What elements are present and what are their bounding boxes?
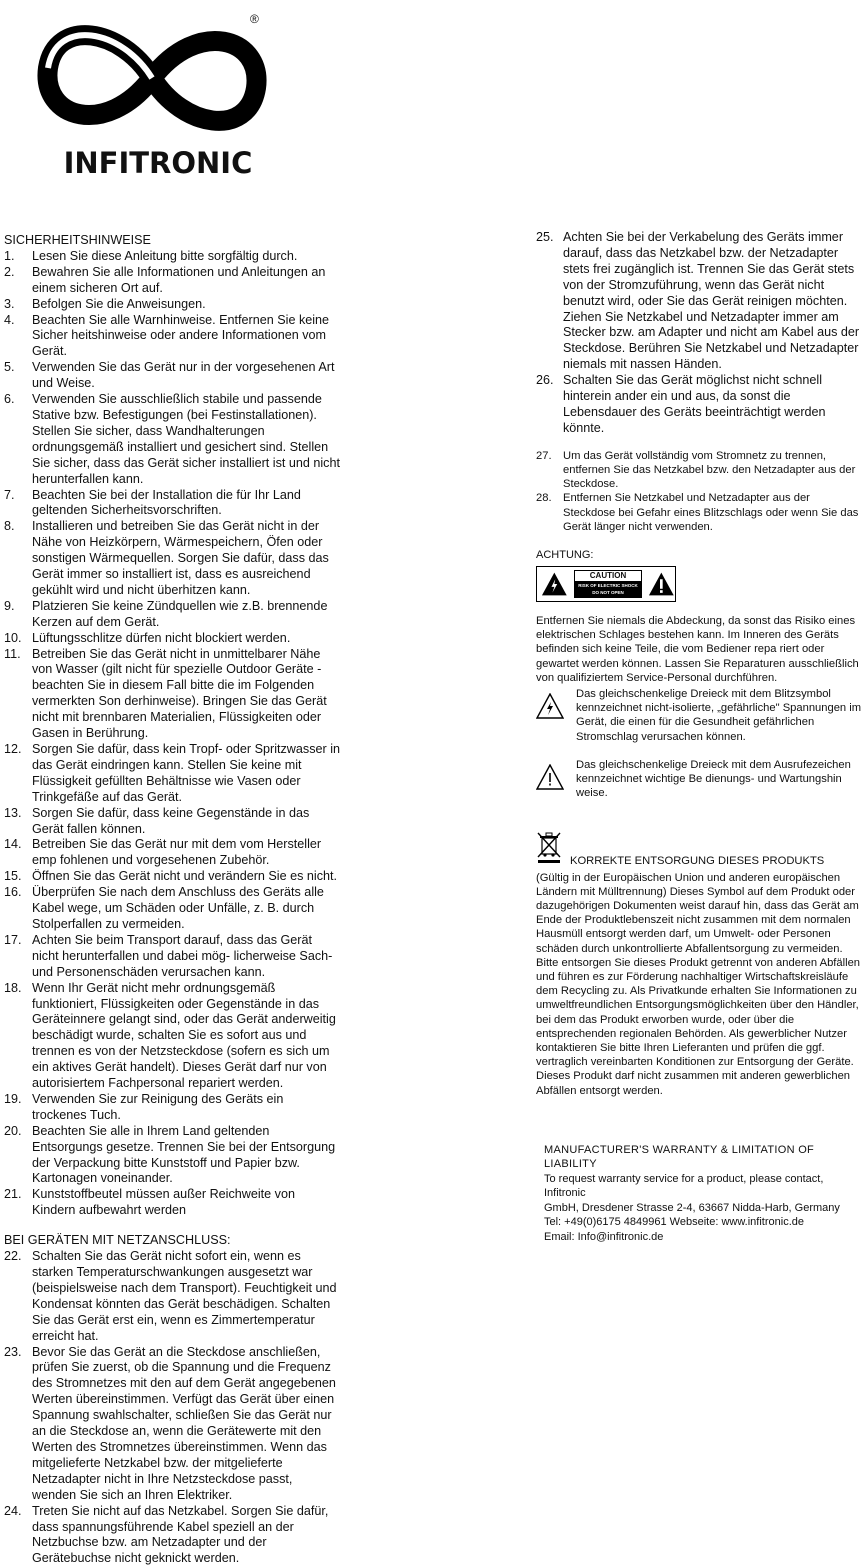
list-item-text: Verwenden Sie zur Reinigung des Geräts ein trockenes Tuch. <box>32 1091 284 1122</box>
list-item-number: 23. <box>4 1344 22 1359</box>
achtung-text: Entfernen Sie niemals die Abdeckung, da sonst das Risiko eines elektrischen Schlages bestehen kann. Im Inneren des Geräts befinden sich keine Teile, die vom Bediener repa riert oder gewartet werden können. Lassen Sie Reparaturen ausschließlich von qualifiziertem Service-Personal durchführen. <box>536 614 859 684</box>
list-item-text: Betreiben Sie das Gerät nur mit dem vom Hersteller emp fohlenen und vorgesehenen Zubehör. <box>32 837 322 868</box>
list-item <box>4 599 340 631</box>
list-item-text: Treten Sie nicht auf das Netzkabel. Sorgen Sie dafür, dass spannungsführende Kabel speziell an der Netzbuchse bzw. am Netzadapter und der Gerätebuchse nicht geknickt werden. <box>32 1503 329 1566</box>
list-item <box>4 297 340 313</box>
lightning-triangle-icon <box>536 693 564 719</box>
warranty-title: MANUFACTURER'S WARRANTY & LIMITATION OF LIABILITY <box>544 1143 815 1171</box>
list-item-text: Kunststoffbeutel müssen außer Reichweite von Kindern aufbewahrt werden <box>32 1187 295 1218</box>
list-item <box>4 392 340 487</box>
registered-mark: ® <box>250 12 259 26</box>
list-item-text: Achten Sie bei der Verkabelung des Geräts immer darauf, dass das Netzkabel bzw. der Netzadapter stets frei zugänglich ist. Trennen Sie das Gerät stets von der Stromzuführung, wenn das Gerät nicht benutzt wird, oder Sie das Gerät reinigen möchten. Ziehen Sie Netzkabel und Netzadapter immer am Stecker bzw. am Adapter und nicht am Kabel aus der Steckdose. Berühren Sie Netzkabel und Netzadapter niemals mit nassen Händen. <box>563 230 860 372</box>
list-item-text: Betreiben Sie das Gerät nicht in unmittelbarer Nähe von Wasser (gilt nicht für spezielle Outdoor Geräte - beachten Sie in diesem Fall bitte die im Folgenden vermerkten Son derhinweise). Bringen Sie das Gerät nicht mit brennbaren Materialien, Flüssigkeiten oder Gasen in Berührung. <box>32 646 327 741</box>
safety-list <box>4 249 340 1219</box>
list-item-number: 28. <box>536 492 552 505</box>
list-item-text: Lüftungsschlitze dürfen nicht blockiert werden. <box>32 630 291 645</box>
list-item-number: 19. <box>4 1091 22 1106</box>
list-item-number: 1. <box>4 248 15 263</box>
safety-heading: SICHERHEITSHINWEISE <box>4 233 151 247</box>
crossed-bin-icon <box>536 830 562 864</box>
list-item-text: Platzieren Sie keine Zündquellen wie z.B. brennende Kerzen auf dem Gerät. <box>32 598 328 629</box>
list-item <box>4 806 340 838</box>
list-item-text: Bevor Sie das Gerät an die Steckdose anschließen, prüfen Sie zuerst, ob die Spannung und die Frequenz des Stromnetzes mit den auf dem Gerät angegebenen Werten übereinstimmen. Verfügt das Gerät über einen Spannung swahlschalter, schließen Sie das Gerät nur an die Steckdose an, wenn die Gerätewerte mit den Werten des Stromnetzes übereinstimmen. Wenn das mitgelieferte Netzkabel bzw. der mitgelieferte Netzadapter nicht in Ihre Netzsteckdose passt, wenden Sie sich an Ihren Elektriker. <box>32 1344 336 1502</box>
list-item-number: 16. <box>4 885 22 900</box>
list-item <box>4 1092 340 1124</box>
list-item <box>4 1249 340 1344</box>
list-item-number: 25. <box>536 230 554 244</box>
list-item-text: Verwenden Sie das Gerät nur in der vorgesehenen Art und Weise. <box>32 360 335 391</box>
list-item-number: 18. <box>4 980 22 995</box>
list-item-text: Achten Sie beim Transport darauf, dass das Gerät nicht herunterfallen und dabei mög- licherweise Sach- und Personenschäden verursachen kann. <box>32 932 333 979</box>
list-item-text: Sorgen Sie dafür, dass keine Gegenstände in das Gerät fallen können. <box>32 805 310 836</box>
list-item <box>4 981 340 1092</box>
list-item <box>4 837 340 869</box>
list-item-number: 2. <box>4 264 15 279</box>
list-item-text: Beachten Sie bei der Installation die für Ihr Land geltenden Sicherheitsvorschriften. <box>32 487 301 518</box>
list-item <box>4 1187 340 1219</box>
list-item <box>536 230 862 373</box>
list-item-number: 3. <box>4 296 15 311</box>
brand-logo <box>36 8 268 178</box>
list-item-text: Schalten Sie das Gerät möglichst nicht schnell hinterein ander ein und aus, da sonst die Lebensdauer des Geräts beeinträchtigt werden könnte. <box>563 373 826 435</box>
list-item-number: 6. <box>4 392 15 407</box>
list-item-number: 10. <box>4 630 22 645</box>
list-item <box>4 519 340 599</box>
list-item <box>536 373 862 437</box>
list-item-text: Befolgen Sie die Anweisungen. <box>32 296 206 311</box>
caution-label-graphic <box>536 566 676 602</box>
disposal-text: (Gültig in der Europäischen Union und anderen europäischen Ländern mit Mülltrennung) Dieses Symbol auf dem Produkt oder dazugehörigen Dokumenten weist darauf hin, dass das Gerät am Ende der Produktlebenszeit nicht zusammen mit dem normalen Hausmüll entsorgt werden darf, um Umwelt- oder Personen schäden durch unkontrollierte Abfallentsorgung zu vermeiden. Bitte entsorgen Sie dieses Produkt getrennt von anderen Abfällen und führen es zur Förderung nachhaltiger Wirtschaftskreisläufe dem Recycling zu. Als Privatkunde erhalten Sie Informationen zu umweltfreundlichen Entsorgungsmöglichkeiten über den Händler, bei dem das Produkt erworben wurde, oder über die entsprechenden regionalen Behörden. Als gewerblicher Nutzer kontaktieren Sie bitte Ihren Lieferanten und prüfen die ggf. vertraglich vereinbarten Konditionen zur Entsorgung der Geräte. Dieses Produkt darf nicht zusammen mit anderen gewerblichen Abfällen entsorgt werden. <box>536 871 861 1097</box>
exclamation-triangle-icon <box>536 764 564 790</box>
list-item-number: 12. <box>4 742 22 756</box>
list-item <box>4 631 340 647</box>
warranty-line: To request warranty service for a product, please contact, Infitronic <box>544 1172 824 1200</box>
list-item-number: 15. <box>4 869 22 884</box>
lightning-warning-icon <box>541 571 568 597</box>
list-item <box>4 360 340 392</box>
mains-heading: BEI GERÄTEN MIT NETZANSCHLUSS: <box>4 1233 231 1248</box>
list-item-number: 21. <box>4 1187 22 1202</box>
list-item-number: 22. <box>4 1249 22 1264</box>
caution-box <box>574 570 643 598</box>
left-column <box>4 233 340 1567</box>
list-item <box>4 869 340 885</box>
list-item-text: Öffnen Sie das Gerät nicht und verändern Sie es nicht. <box>32 869 337 884</box>
exclaim-text: Das gleichschenkelige Dreieck mit dem Ausrufezeichen kennzeichnet wichtige Be dienungs- und Wartungshin weise. <box>576 758 851 800</box>
mains-list <box>4 1249 340 1567</box>
list-item <box>4 265 340 297</box>
warranty-line: Email: Info@infitronic.de <box>544 1230 664 1243</box>
caution-subtitle: RISK OF ELECTRIC SHOCK DO NOT OPEN <box>575 582 642 597</box>
lightning-explanation <box>536 687 862 744</box>
warranty-line: GmbH, Dresdener Strasse 2-4, 63667 Nidda-Harb, Germany <box>544 1201 840 1214</box>
exclaim-explanation <box>536 758 862 801</box>
brand-wordmark: INFITRONIC <box>63 146 253 180</box>
disposal-header <box>536 830 862 868</box>
mains-list-continued <box>536 230 862 437</box>
list-item <box>4 647 340 742</box>
mains-list-small <box>536 449 862 534</box>
list-item-text: Schalten Sie das Gerät nicht sofort ein, wenn es starken Temperaturschwankungen ausgesetzt war (beispielsweise nach dem Transport). Feuchtigkeit und Kondensat könnten das Gerät beschädigen. Schalten Sie das Gerät erst ein, wenn es Zimmertemperatur erreicht hat. <box>32 1249 337 1343</box>
list-item-text: Entfernen Sie Netzkabel und Netzadapter aus der Steckdose bei Gefahr eines Blitzschlags oder wenn Sie das Gerät länger nicht verwenden. <box>563 492 859 533</box>
list-item-text: Beachten Sie alle Warnhinweise. Entfernen Sie keine Sicher heitshinweise oder andere Informationen vom Gerät. <box>32 312 330 359</box>
list-item-text: Um das Gerät vollständig vom Stromnetz zu trennen, entfernen Sie das Netzkabel bzw. den Netzadapter aus der Steckdose. <box>563 449 856 491</box>
list-item-text: Installieren und betreiben Sie das Gerät nicht in der Nähe von Heizkörpern, Wärmespeichern, Öfen oder sonstigen Wärmequellen. Sorgen Sie dafür, dass das Gerät immer so installiert ist, dass es ausreichend gekühlt wird und nicht überhitzen kann. <box>32 519 329 597</box>
right-column <box>536 230 862 1244</box>
list-item-number: 14. <box>4 837 22 852</box>
exclamation-warning-icon <box>648 571 675 597</box>
list-item-text: Überprüfen Sie nach dem Anschluss des Geräts alle Kabel wege, um Schäden oder Unfälle, z. B. durch Stolperfallen zu vermeiden. <box>32 885 324 931</box>
list-item <box>4 933 340 981</box>
caution-title: CAUTION <box>575 571 642 582</box>
list-item <box>4 742 340 806</box>
list-item-number: 7. <box>4 487 15 502</box>
list-item-number: 8. <box>4 519 15 534</box>
list-item <box>536 449 862 492</box>
list-item-number: 24. <box>4 1503 22 1518</box>
list-item <box>4 313 340 361</box>
warranty-line: Tel: +49(0)6175 4849961 Webseite: www.infitronic.de <box>544 1216 804 1229</box>
list-item-number: 5. <box>4 360 15 375</box>
disposal-title: KORREKTE ENTSORGUNG DIESES PRODUKTS <box>570 855 825 868</box>
list-item-number: 20. <box>4 1123 22 1138</box>
list-item <box>4 1504 340 1567</box>
list-item <box>4 885 340 933</box>
list-item <box>4 1124 340 1188</box>
list-item-text: Lesen Sie diese Anleitung bitte sorgfältig durch. <box>32 248 298 263</box>
list-item-text: Beachten Sie alle in Ihrem Land geltenden Entsorgungs gesetze. Trennen Sie bei der Entsorgung der Verpackung bitte Kunststoff und Papier bzw. Kartonagen voneinander. <box>32 1123 336 1186</box>
list-item-number: 4. <box>4 312 15 327</box>
list-item-number: 13. <box>4 805 22 820</box>
list-item-number: 26. <box>536 373 554 388</box>
list-item <box>4 488 340 520</box>
list-item-text: Wenn Ihr Gerät nicht mehr ordnungsgemäß funktioniert, Flüssigkeiten oder Gegenstände in das Geräteinnere gelangt sind, oder das Gerät anderweitig beschädigt wurde, schalten Sie es sofort aus und trennen es von der Netzsteckdose (sofern es sich um ein aktives Gerät handelt). Dieses Gerät darf nur von autorisiertem Fachpersonal repariert werden. <box>32 980 336 1091</box>
list-item-text: Verwenden Sie ausschließlich stabile und passende Stative bzw. Befestigungen (bei Festinstallationen). Stellen Sie sicher, dass Wandhalterungen ordnungsgemäß installiert und gesichert sind. Stellen Sie sicher, dass das Gerät sicher installiert ist und nicht herunterfallen kann. <box>32 392 340 486</box>
list-item-number: 17. <box>4 932 22 947</box>
list-item <box>4 249 340 265</box>
list-item-number: 27. <box>536 449 552 462</box>
list-item-number: 11. <box>4 646 21 661</box>
list-item-text: Sorgen Sie dafür, dass kein Tropf- oder Spritzwasser in das Gerät eindringen kann. Stellen Sie keine mit Flüssigkeit gefüllten Behältnisse wie Vasen oder Trinkgefäße auf das Gerät. <box>32 742 340 804</box>
warranty-block <box>536 1143 862 1245</box>
list-item-text: Bewahren Sie alle Informationen und Anleitungen an einem sicheren Ort auf. <box>32 264 326 295</box>
list-item <box>4 1345 340 1504</box>
infinity-logo-icon <box>36 8 268 148</box>
achtung-label: ACHTUNG: <box>536 549 594 561</box>
list-item <box>536 491 862 534</box>
list-item-number: 9. <box>4 598 15 613</box>
lightning-text: Das gleichschenkelige Dreieck mit dem Blitzsymbol kennzeichnet nicht-isolierte, „gefährliche" Spannungen im Gerät, die einen für die Gesundheit gefährlichen Stromschlag verursachen können. <box>576 687 862 743</box>
